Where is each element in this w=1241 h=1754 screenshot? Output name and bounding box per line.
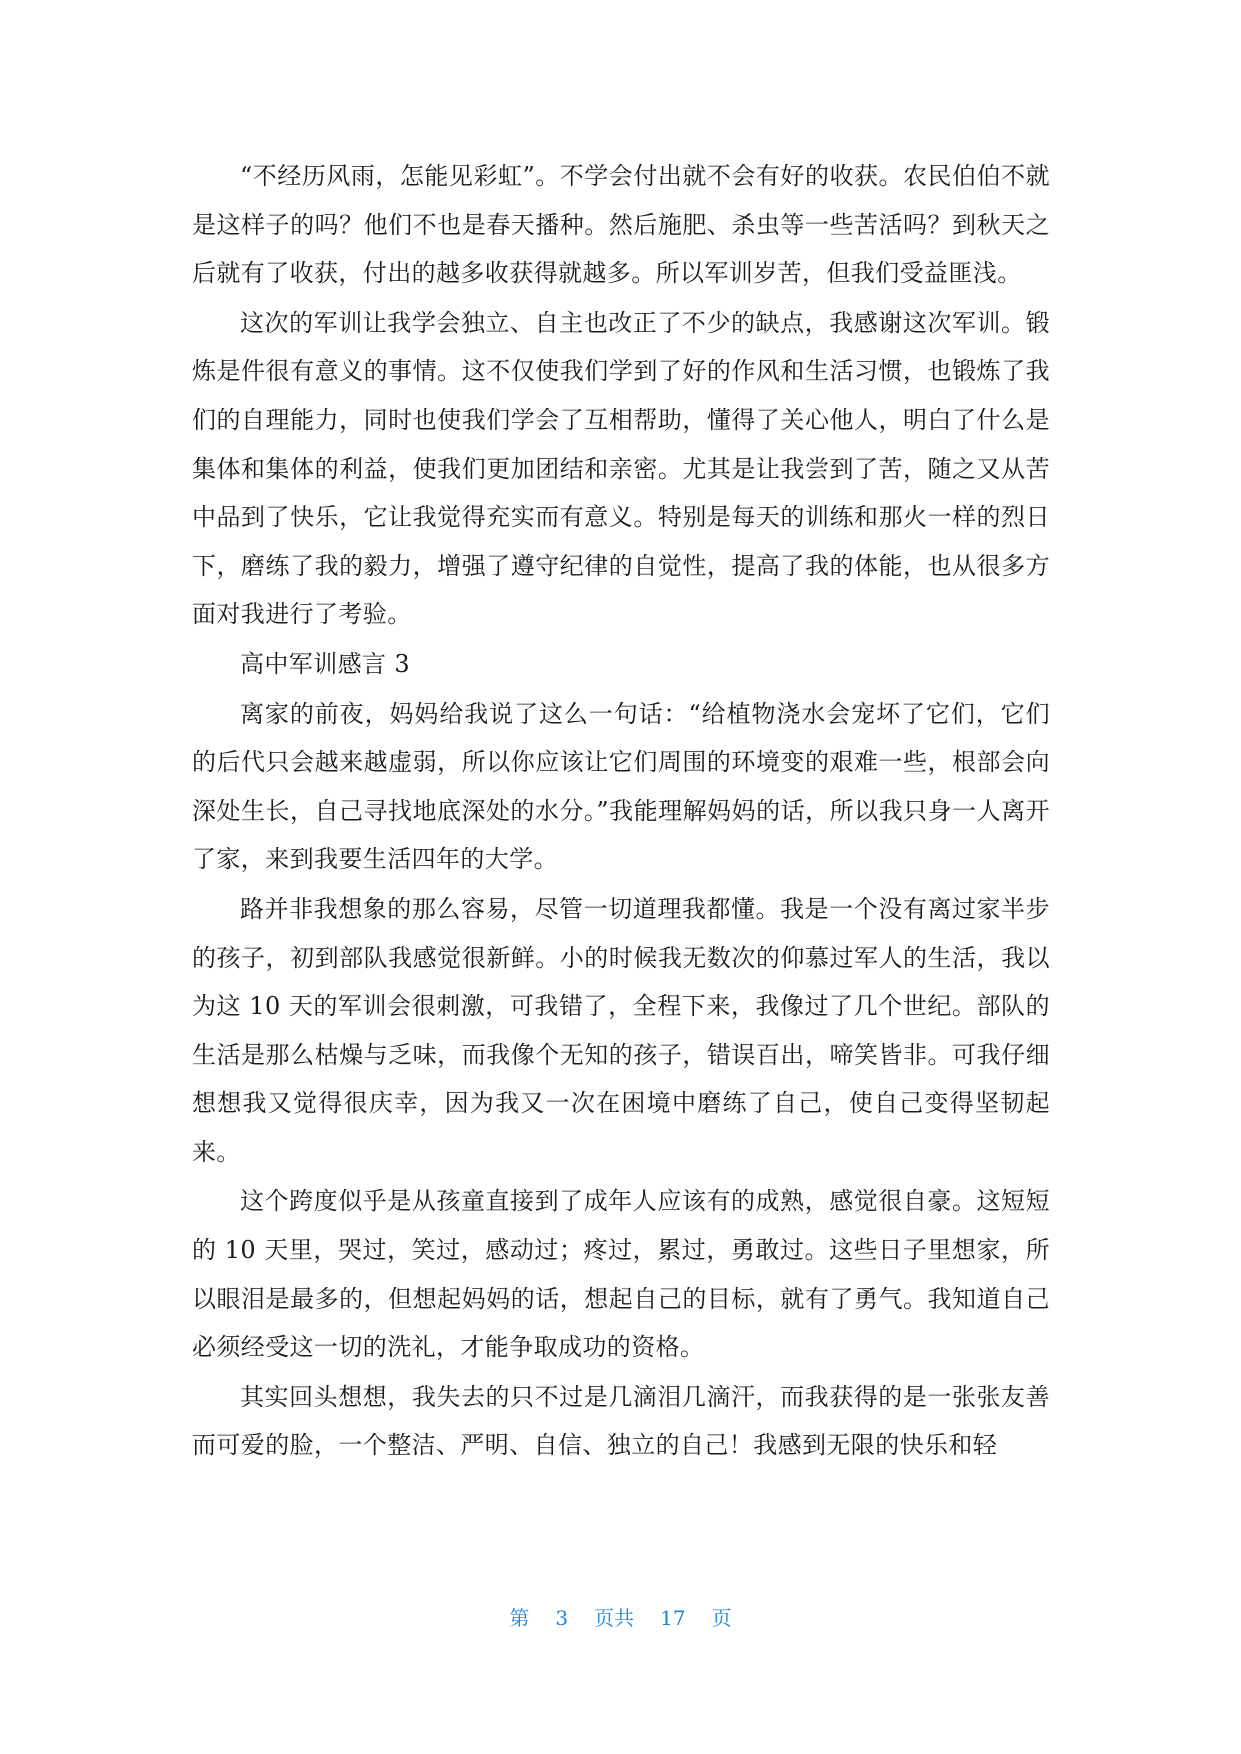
footer-middle: 页共 bbox=[594, 1606, 635, 1630]
paragraph-5: 这个跨度似乎是从孩童直接到了成年人应该有的成熟，感觉很自豪。这短短的 10 天里，哭过，笑过，感动过；疼过，累过，勇敢过。这些日子里想家，所以眼泪是最多的，但想起妈妈的话，想起自己的目标，就有了勇气。我知道自己必须经受这一切的洗礼，才能争取成功的资格。 bbox=[192, 1187, 1050, 1362]
paragraph-2: 这次的军训让我学会独立、自主也改正了不少的缺点，我感谢这次军训。锻炼是件很有意义的事情。这不仅使我们学到了好的作风和生活习惯，也锻炼了我们的自理能力，同时也使我们学会了互相帮助，懂得了关心他人，明白了什么是集体和集体的利益，使我们更加团结和亲密。尤其是让我尝到了苦，随之又从苦中品到了快乐，它让我觉得充实而有意义。特别是每天的训练和那火一样的烈日下，磨练了我的毅力，增强了遵守纪律的自觉性，提高了我的体能，也从很多方面对我进行了考验。 bbox=[192, 308, 1050, 629]
footer-prefix: 第 bbox=[509, 1606, 530, 1630]
footer-total-pages: 17 bbox=[660, 1606, 686, 1630]
section-heading: 高中军训感言 3 bbox=[240, 649, 411, 678]
page-footer bbox=[0, 1604, 1241, 1632]
footer-suffix: 页 bbox=[711, 1606, 732, 1630]
paragraph-4: 路并非我想象的那么容易，尽管一切道理我都懂。我是一个没有离过家半步的孩子，初到部队我感觉很新鲜。小的时候我无数次的仰慕过军人的生活，我以为这 10 天的军训会很刺激，可我错了，全程下来，我像过了几个世纪。部队的生活是那么枯燥与乏味，而我像个无知的孩子，错误百出，啼笑皆非。可我仔细想想我又觉得很庆幸，因为我又一次在困境中磨练了自己，使自己变得坚韧起来。 bbox=[192, 894, 1050, 1166]
paragraph-3: 离家的前夜，妈妈给我说了这么一句话：“给植物浇水会宠坏了它们，它们的后代只会越来越虚弱，所以你应该让它们周围的环境变的艰难一些，根部会向深处生长，自己寻找地底深处的水分。”我能理解妈妈的话，所以我只身一人离开了家，来到我要生活四年的大学。 bbox=[192, 699, 1050, 874]
paragraph-1: “不经历风雨，怎能见彩虹”。不学会付出就不会有好的收获。农民伯伯不就是这样子的吗？他们不也是春天播种。然后施肥、杀虫等一些苦活吗？到秋天之后就有了收获，付出的越多收获得就越多。所以军训岁苦，但我们受益匪浅。 bbox=[192, 162, 1050, 288]
document-body bbox=[192, 152, 1050, 1471]
paragraph-6: 其实回头想想，我失去的只不过是几滴泪几滴汗，而我获得的是一张张友善而可爱的脸，一个整洁、严明、自信、独立的自己！我感到无限的快乐和轻 bbox=[192, 1382, 1050, 1460]
footer-current-page: 3 bbox=[555, 1606, 569, 1630]
